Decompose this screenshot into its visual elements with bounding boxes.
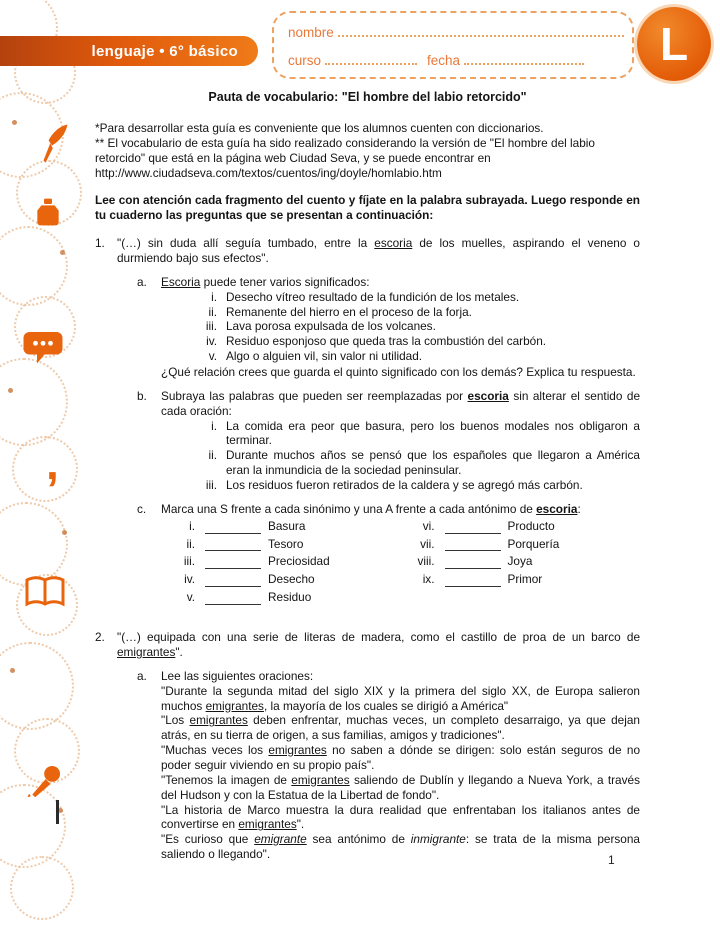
- fecha-label: fecha: [427, 53, 461, 68]
- nombre-fill-line: [338, 33, 624, 37]
- dot-decoration: [10, 668, 15, 673]
- question-1-number: 1.: [95, 236, 105, 251]
- nombre-row: [288, 25, 624, 40]
- definition-text: Lava porosa expulsada de los volcanes.: [226, 319, 436, 334]
- list-item: [161, 448, 640, 478]
- sentence-text: Los residuos fueron retirados de la caldera y se agregó más carbón.: [226, 478, 583, 493]
- roman-marker: vi.: [422, 518, 435, 533]
- example-sentence: "Los emigrantes deben enfrentar, muchas veces, un completo desarraigo, ya que dejan atrás, en su tierra de origen, a sus familias, amigos y tradiciones".: [161, 713, 640, 743]
- list-item: [161, 419, 640, 449]
- roman-marker: v.: [208, 349, 217, 364]
- main-instruction: Lee con atención cada fragmento del cuento y fíjate en la palabra subrayada. Luego responde en tu cuaderno las preguntas que se presentan a continuación:: [95, 193, 640, 223]
- definition-text: Remanente del hierro en el proceso de la forja.: [226, 304, 472, 319]
- roman-marker: i.: [189, 518, 195, 533]
- list-item: [161, 319, 640, 334]
- question-1c-intro: Marca una S frente a cada sinónimo y una A frente a cada antónimo de escoria:: [161, 501, 581, 516]
- question-2a: [117, 669, 640, 862]
- roman-marker: i.: [211, 418, 217, 433]
- definition-text: Algo o alguien vil, sin valor ni utilidad.: [226, 349, 423, 364]
- footnote-2: ** El vocabulario de esta guía ha sido realizado considerando la versión de "El hombre del labio retorcido" que está en la página web Ciudad Seva, y se puede encontrar en http://www.ciudadseva.com/textos/cuentos/ing/doyle/homlabio.htm: [95, 135, 595, 180]
- page-number: 1: [608, 853, 615, 867]
- answer-blank: [205, 593, 261, 605]
- roman-marker: iii.: [205, 319, 217, 334]
- list-item: [161, 334, 640, 349]
- comma-icon: ,: [46, 437, 59, 489]
- word-label: Primor: [507, 572, 543, 587]
- list-item: [161, 290, 640, 305]
- subject-banner: [0, 36, 258, 66]
- question-1b-intro: Subraya las palabras que pueden ser reemplazadas por escoria sin alterar el sentido de cada oración:: [161, 388, 641, 418]
- microphone-icon: [26, 762, 64, 800]
- roman-marker: ix.: [422, 572, 435, 587]
- answer-row: [161, 537, 401, 552]
- question-2: [95, 630, 640, 862]
- word-label: Tesoro: [268, 536, 304, 551]
- answer-blank: [205, 539, 261, 551]
- left-column: [161, 519, 401, 608]
- sentence-text: La comida era peor que basura, pero los buenos modales nos obligaron a terminar.: [226, 418, 640, 448]
- dot-decoration: [60, 250, 65, 255]
- subject-banner-label: lenguaje • 6° básico: [91, 42, 238, 60]
- roman-marker: ii.: [186, 536, 195, 551]
- word-label: Preciosidad: [268, 554, 330, 569]
- roman-marker: iii.: [205, 478, 217, 493]
- roman-marker: vii.: [420, 536, 435, 551]
- question-2-body: [117, 630, 640, 862]
- answer-row: [401, 519, 641, 534]
- right-column: [401, 519, 641, 608]
- swirl-decoration: [0, 358, 68, 446]
- list-item: [161, 349, 640, 364]
- answer-row: [161, 519, 401, 534]
- question-2-quote: "(…) equipada con una serie de literas de madera, como el castillo de proa de un barco de emigrantes".: [117, 630, 640, 659]
- worksheet-content: [95, 121, 640, 869]
- question-2a-label: a.: [137, 668, 147, 683]
- word-label: Porquería: [507, 536, 560, 551]
- decorative-swirl-strip: [0, 0, 88, 932]
- quill-icon: [36, 122, 72, 166]
- definition-text: Residuo esponjoso que queda tras la combustión del carbón.: [226, 334, 547, 349]
- answer-blank: [445, 522, 501, 534]
- question-1a-prompt: ¿Qué relación crees que guarda el quinto significado con los demás? Explica tu respuesta.: [161, 365, 636, 380]
- example-sentence: "Durante la segunda mitad del siglo XIX y la primera del siglo XX, de Europa salieron muchos emigrantes, la mayoría de los cuales se dirigió a América": [161, 683, 640, 713]
- word-label: Desecho: [268, 572, 315, 587]
- page-title: Pauta de vocabulario: "El hombre del labio retorcido": [208, 90, 527, 104]
- roman-marker: v.: [186, 590, 195, 605]
- roman-marker: iii.: [183, 554, 195, 569]
- roman-marker: ii.: [208, 304, 217, 319]
- speech-bubble-icon: [22, 328, 64, 366]
- question-1b: [117, 389, 640, 493]
- word-label: Joya: [507, 554, 533, 569]
- question-1c: [117, 502, 640, 608]
- answer-row: [401, 554, 641, 569]
- question-1c-label: c.: [137, 501, 147, 516]
- example-sentence: "La historia de Marco muestra la dura realidad que enfrentaban los italianos antes de convertirse en emigrantes".: [161, 802, 640, 832]
- nombre-label: nombre: [288, 25, 334, 40]
- sentence-text: Durante muchos años se pensó que los españoles que llegaron a América eran la inmundicia de la sociedad peninsular.: [226, 448, 640, 478]
- swirl-decoration: [0, 642, 74, 730]
- answer-blank: [205, 522, 261, 534]
- open-book-icon: [24, 574, 66, 610]
- roman-marker: iv.: [184, 572, 195, 587]
- curso-fill-line: [325, 61, 417, 65]
- answer-blank: [205, 575, 261, 587]
- question-1: [95, 236, 640, 608]
- curso-label: curso: [288, 53, 322, 68]
- answer-row: [401, 537, 641, 552]
- swirl-decoration: [12, 436, 78, 502]
- ink-bottle-icon: [32, 196, 64, 228]
- question-2a-intro: Lee las siguientes oraciones:: [161, 668, 314, 683]
- example-sentence: "Tenemos la imagen de emigrantes saliendo de Dublín y llegando a Nueva York, a través del Hudson y con la Estatua de la Libertad de fondo".: [161, 772, 640, 802]
- answer-blank: [445, 575, 501, 587]
- dot-decoration: [8, 388, 13, 393]
- word-label: Producto: [507, 518, 555, 533]
- badge-letter: L: [659, 18, 689, 70]
- answer-blank: [445, 557, 501, 569]
- question-1b-label: b.: [137, 388, 147, 403]
- example-sentence: "Muchas veces los emigrantes no saben a dónde se dirigen: solo están seguros de no poder seguir viviendo en su propio país".: [161, 743, 641, 772]
- definition-text: Desecho vítreo resultado de la fundición de los metales.: [226, 289, 520, 304]
- student-info-box: [272, 11, 634, 79]
- roman-marker: ii.: [208, 448, 217, 463]
- answer-row: [161, 572, 401, 587]
- list-item: [161, 305, 640, 320]
- dot-decoration: [12, 120, 17, 125]
- question-1-body: [117, 236, 640, 608]
- question-1a-intro: Escoria puede tener varios significados:: [161, 274, 370, 289]
- word-label: Residuo: [268, 590, 312, 605]
- roman-marker: i.: [211, 289, 217, 304]
- answer-blank: [205, 557, 261, 569]
- language-logo-badge: [637, 7, 711, 81]
- swirl-decoration: [0, 226, 68, 306]
- curso-fecha-row: [288, 53, 624, 68]
- text-cursor-mark: [56, 800, 59, 824]
- word-label: Basura: [268, 518, 306, 533]
- dot-decoration: [62, 530, 67, 535]
- example-sentence: "Es curioso que emigrante sea antónimo de inmigrante: se trata de la misma persona saliendo o llegando".: [161, 832, 640, 862]
- roman-marker: viii.: [417, 554, 435, 569]
- footnote-1: *Para desarrollar esta guía es conveniente que los alumnos cuenten con diccionarios.: [95, 121, 544, 135]
- question-1a: [117, 275, 640, 380]
- synonym-antonym-columns: [161, 519, 640, 608]
- answer-row: [401, 572, 641, 587]
- list-item: [161, 478, 640, 493]
- answer-row: [161, 590, 401, 605]
- answer-blank: [445, 539, 501, 551]
- roman-marker: iv.: [206, 334, 217, 349]
- fecha-fill-line: [464, 61, 584, 65]
- question-1a-label: a.: [137, 274, 147, 289]
- swirl-decoration: [10, 856, 74, 920]
- footnotes: [95, 121, 640, 180]
- answer-row: [161, 554, 401, 569]
- question-1-quote: "(…) sin duda allí seguía tumbado, entre la escoria de los muelles, aspirando el veneno o durmiendo bajo sus efectos".: [117, 236, 640, 266]
- question-2-number: 2.: [95, 630, 105, 645]
